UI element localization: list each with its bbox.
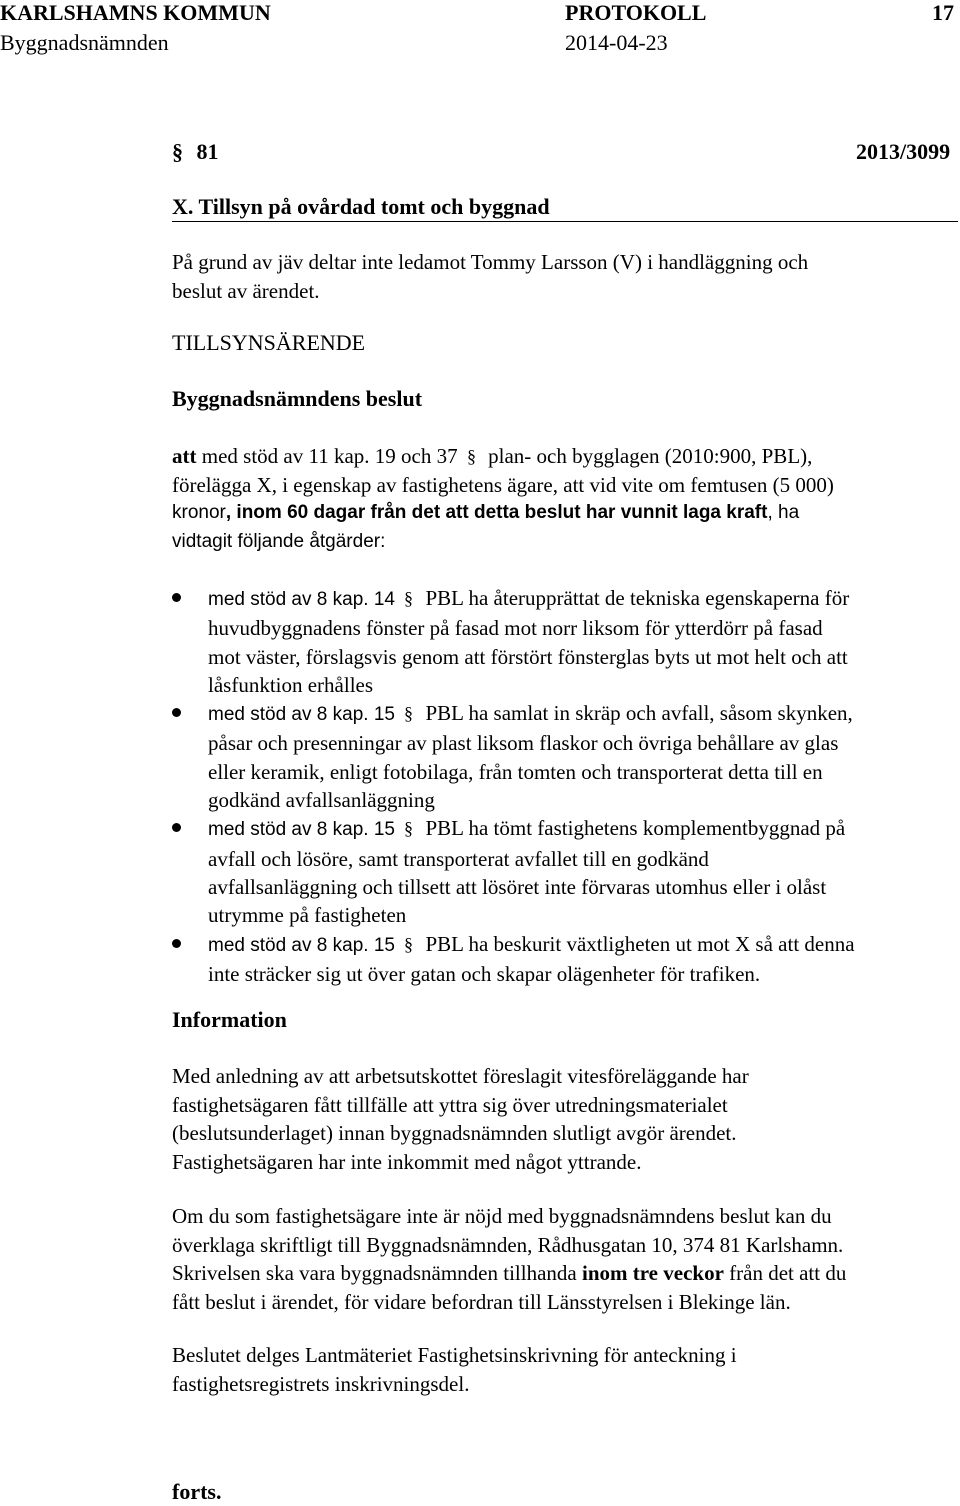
distribution-paragraph xyxy=(172,1341,737,1398)
text-span: med stöd av 8 kap. 15 xyxy=(208,934,401,956)
text-line: beslut av ärendet. xyxy=(172,278,320,303)
information-paragraph xyxy=(172,1062,749,1176)
continued-note: forts. xyxy=(172,1479,222,1504)
measure-line: låsfunktion erhålles xyxy=(208,672,374,697)
measure-item xyxy=(172,930,855,989)
bullet-icon xyxy=(172,939,181,948)
page-number: 17 xyxy=(932,0,954,25)
measure-first-line xyxy=(208,814,855,844)
svg-text:§: § xyxy=(466,446,476,466)
case-number: 2013/3099 xyxy=(856,139,951,164)
text-span: , ha xyxy=(767,502,800,523)
decision-line-3 xyxy=(172,499,834,528)
text-span: med stöd av 11 kap. 19 och 37 xyxy=(196,444,463,468)
text-line: överklaga skriftligt till Byggnadsnämnden, Rådhusgatan 10, 374 81 Karlshamn. xyxy=(172,1232,844,1257)
text-line: Om du som fastighetsägare inte är nöjd med byggnadsnämndens beslut kan du xyxy=(172,1204,832,1228)
measure-first-line xyxy=(208,699,855,729)
section-sign: § xyxy=(172,139,183,164)
measure-line: eller keramik, enligt fotobilaga, från tomten och transporterat detta till en xyxy=(208,759,823,784)
text-span: kronor xyxy=(172,502,226,523)
measure-item xyxy=(172,584,855,699)
text-line: (beslutsunderlaget) innan byggnadsnämnden slutligt avgör ärendet. xyxy=(172,1121,737,1145)
paragraph-sign-icon xyxy=(465,446,481,466)
measure-first-line xyxy=(208,930,855,960)
measure-line: huvudbyggnadens fönster på fasad mot norr liksom för ytterdörr på fasad xyxy=(208,616,823,641)
measure-line: avfall och lösöre, samt transporterat avfallet till en godkänd xyxy=(208,846,709,871)
measure-first-line xyxy=(208,584,855,614)
text-span: med stöd av 8 kap. 15 xyxy=(208,704,401,726)
section-line xyxy=(172,138,960,166)
text-span: med stöd av 8 kap. 14 xyxy=(208,589,401,610)
measure-line: utrymme på fastigheten xyxy=(208,903,407,928)
municipality-name: KARLSHAMNS KOMMUN xyxy=(0,0,271,25)
measure-line: avfallsanläggning och tillsett att lösöret inte förvaras utomhus eller i olåst xyxy=(208,874,827,899)
bullet-icon xyxy=(172,823,181,832)
measure-line: mot väster, förslagsvis genom att förstört fönsterglas byts ut mot helt och att xyxy=(208,644,848,669)
text-span: Skrivelsen ska vara byggnadsnämnden tillhanda xyxy=(172,1261,582,1285)
category-heading: TILLSYNSÄRENDE xyxy=(172,330,366,355)
text-line: På grund av jäv deltar inte ledamot Tommy Larsson (V) i handläggning och xyxy=(172,250,809,274)
text-line: fastighetsägaren fått tillfälle att yttra sig över utredningsmaterialet xyxy=(172,1092,728,1117)
section-number: 81 xyxy=(196,139,219,164)
text-span: från det att du xyxy=(723,1261,847,1285)
bullet-icon xyxy=(172,593,181,602)
paragraph-sign-icon xyxy=(402,588,418,608)
document-type: PROTOKOLL xyxy=(565,0,707,25)
paragraph-sign-icon xyxy=(402,934,418,954)
decision-heading: Byggnadsnämndens beslut xyxy=(172,386,423,411)
decision-paragraph xyxy=(172,442,834,556)
paragraph-sign-icon xyxy=(402,703,418,723)
text-span: PBL ha tömt fastighetens komplementbyggnad på xyxy=(420,816,846,841)
bullet-icon xyxy=(172,708,181,717)
svg-text:§: § xyxy=(404,703,414,724)
appeal-paragraph xyxy=(172,1202,846,1316)
measure-item xyxy=(172,699,855,814)
information-heading: Information xyxy=(172,1007,287,1032)
measure-line: påsar och presenningar av plast liksom flaskor och övriga behållare av glas xyxy=(208,731,839,756)
appeal-deadline: inom tre veckor xyxy=(581,1261,724,1285)
text-span: PBL ha samlat in skräp och avfall, såsom skynken, xyxy=(420,701,853,726)
disqualification-paragraph xyxy=(172,248,808,305)
committee-name: Byggnadsnämnden xyxy=(0,30,169,55)
text-span: PBL ha beskurit växtligheten ut mot X så att denna xyxy=(420,931,855,956)
text-line: Fastighetsägaren har inte inkommit med något yttrande. xyxy=(172,1149,642,1174)
decision-line-4: vidtagit följande åtgärder: xyxy=(172,530,386,552)
measure-line: godkänd avfallsanläggning xyxy=(208,788,435,813)
paragraph-sign-icon xyxy=(402,818,418,838)
att-keyword: att xyxy=(172,444,197,468)
text-line: fått beslut i ärendet, för vidare befordran till Länsstyrelsen i Blekinge län. xyxy=(172,1289,791,1314)
measure-item xyxy=(172,814,855,929)
meeting-date: 2014-04-23 xyxy=(565,30,668,55)
text-line: Beslutet delges Lantmäteriet Fastighetsinskrivning för anteckning i xyxy=(172,1343,737,1367)
svg-text:§: § xyxy=(404,588,414,608)
title-underline xyxy=(172,221,958,222)
deadline-text: , inom 60 dagar från det att detta beslut har vunnit laga kraft xyxy=(225,502,768,523)
text-line: fastighetsregistrets inskrivningsdel. xyxy=(172,1371,470,1396)
text-line: Med anledning av att arbetsutskottet föreslagit vitesföreläggande har xyxy=(172,1064,749,1088)
svg-text:§: § xyxy=(404,818,414,839)
decision-line-2: förelägga X, i egenskap av fastighetens ägare, att vid vite om femtusen (5 000) xyxy=(172,472,834,497)
text-span: PBL ha återupprättat de tekniska egenskaperna för xyxy=(420,586,850,610)
text-span: plan- och bygglagen (2010:900, PBL), xyxy=(482,444,813,468)
measures-list xyxy=(172,584,855,988)
decision-line-1 xyxy=(172,442,834,471)
case-title: X. Tillsyn på ovårdad tomt och byggnad xyxy=(172,194,550,219)
svg-text:§: § xyxy=(404,933,414,954)
measure-line: inte sträcker sig ut över gatan och skapar olägenheter för trafiken. xyxy=(208,961,761,986)
text-line xyxy=(172,1259,846,1288)
text-span: med stöd av 8 kap. 15 xyxy=(208,819,401,841)
